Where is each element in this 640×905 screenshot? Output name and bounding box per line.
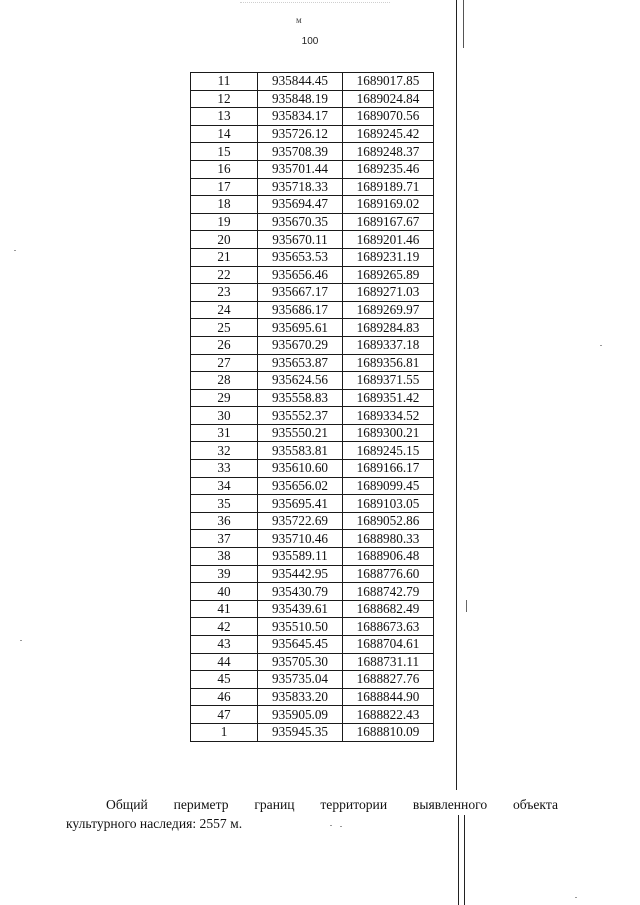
- scan-speck: [20, 640, 22, 641]
- y-coordinate-cell: 1689167.67: [343, 213, 434, 231]
- table-row: [191, 512, 434, 530]
- table-row: [191, 477, 434, 495]
- table-row: [191, 530, 434, 548]
- table-row: [191, 73, 434, 91]
- summary-line-1: [106, 795, 558, 814]
- point-number-cell: 25: [191, 319, 258, 337]
- point-number-cell: 46: [191, 688, 258, 706]
- x-coordinate-cell: 935583.81: [258, 442, 343, 460]
- table-row: [191, 248, 434, 266]
- x-coordinate-cell: 935670.35: [258, 213, 343, 231]
- y-coordinate-cell: 1689248.37: [343, 143, 434, 161]
- y-coordinate-cell: 1688822.43: [343, 706, 434, 724]
- header-mark: м: [296, 15, 302, 25]
- x-coordinate-cell: 935833.20: [258, 688, 343, 706]
- y-coordinate-cell: 1689017.85: [343, 73, 434, 91]
- y-coordinate-cell: 1689070.56: [343, 108, 434, 126]
- y-coordinate-cell: 1689245.42: [343, 125, 434, 143]
- table-row: [191, 160, 434, 178]
- table-row: [191, 460, 434, 478]
- x-coordinate-cell: 935670.29: [258, 336, 343, 354]
- table-row: [191, 178, 434, 196]
- point-number-cell: 26: [191, 336, 258, 354]
- summary-word: территории: [320, 797, 388, 812]
- table-row: [191, 706, 434, 724]
- x-coordinate-cell: 935695.61: [258, 319, 343, 337]
- x-coordinate-cell: 935705.30: [258, 653, 343, 671]
- point-number-cell: 18: [191, 196, 258, 214]
- y-coordinate-cell: 1689265.89: [343, 266, 434, 284]
- x-coordinate-cell: 935670.11: [258, 231, 343, 249]
- y-coordinate-cell: 1688844.90: [343, 688, 434, 706]
- y-coordinate-cell: 1689103.05: [343, 495, 434, 513]
- y-coordinate-cell: 1689166.17: [343, 460, 434, 478]
- point-number-cell: 27: [191, 354, 258, 372]
- point-number-cell: 31: [191, 424, 258, 442]
- x-coordinate-cell: 935834.17: [258, 108, 343, 126]
- point-number-cell: 21: [191, 248, 258, 266]
- y-coordinate-cell: 1689245.15: [343, 442, 434, 460]
- table-row: [191, 565, 434, 583]
- table-row: [191, 301, 434, 319]
- point-number-cell: 20: [191, 231, 258, 249]
- x-coordinate-cell: 935439.61: [258, 600, 343, 618]
- x-coordinate-cell: 935589.11: [258, 548, 343, 566]
- point-number-cell: 12: [191, 90, 258, 108]
- table-row: [191, 636, 434, 654]
- y-coordinate-cell: 1689189.71: [343, 178, 434, 196]
- x-coordinate-cell: 935701.44: [258, 160, 343, 178]
- y-coordinate-cell: 1689099.45: [343, 477, 434, 495]
- table-row: [191, 108, 434, 126]
- y-coordinate-cell: 1689351.42: [343, 389, 434, 407]
- x-coordinate-cell: 935645.45: [258, 636, 343, 654]
- table-row: [191, 90, 434, 108]
- y-coordinate-cell: 1688682.49: [343, 600, 434, 618]
- table-row: [191, 319, 434, 337]
- table-row: [191, 213, 434, 231]
- x-coordinate-cell: 935656.46: [258, 266, 343, 284]
- point-number-cell: 42: [191, 618, 258, 636]
- x-coordinate-cell: 935558.83: [258, 389, 343, 407]
- table-row: [191, 266, 434, 284]
- point-number-cell: 38: [191, 548, 258, 566]
- x-coordinate-cell: 935653.53: [258, 248, 343, 266]
- point-number-cell: 39: [191, 565, 258, 583]
- y-coordinate-cell: 1689271.03: [343, 284, 434, 302]
- x-coordinate-cell: 935610.60: [258, 460, 343, 478]
- table-row: [191, 618, 434, 636]
- point-number-cell: 33: [191, 460, 258, 478]
- y-coordinate-cell: 1689284.83: [343, 319, 434, 337]
- point-number-cell: 35: [191, 495, 258, 513]
- point-number-cell: 47: [191, 706, 258, 724]
- scan-edge-line: [466, 600, 467, 612]
- point-number-cell: 37: [191, 530, 258, 548]
- summary-word: выявленного: [412, 797, 488, 812]
- x-coordinate-cell: 935442.95: [258, 565, 343, 583]
- coordinates-table: [190, 72, 434, 742]
- y-coordinate-cell: 1688827.76: [343, 671, 434, 689]
- y-coordinate-cell: 1689356.81: [343, 354, 434, 372]
- summary-line-2: культурного наследия: 2557 м.: [66, 816, 243, 831]
- scan-edge-line: [463, 0, 464, 48]
- table-row: [191, 354, 434, 372]
- y-coordinate-cell: 1689334.52: [343, 407, 434, 425]
- point-number-cell: 28: [191, 372, 258, 390]
- point-number-cell: 34: [191, 477, 258, 495]
- table-row: [191, 143, 434, 161]
- y-coordinate-cell: 1688731.11: [343, 653, 434, 671]
- table-row: [191, 336, 434, 354]
- y-coordinate-cell: 1689235.46: [343, 160, 434, 178]
- y-coordinate-cell: 1689201.46: [343, 231, 434, 249]
- point-number-cell: 19: [191, 213, 258, 231]
- x-coordinate-cell: 935653.87: [258, 354, 343, 372]
- point-number-cell: 23: [191, 284, 258, 302]
- y-coordinate-cell: 1689052.86: [343, 512, 434, 530]
- point-number-cell: 43: [191, 636, 258, 654]
- x-coordinate-cell: 935710.46: [258, 530, 343, 548]
- x-coordinate-cell: 935735.04: [258, 671, 343, 689]
- y-coordinate-cell: 1688980.33: [343, 530, 434, 548]
- table-row: [191, 125, 434, 143]
- table-row: [191, 389, 434, 407]
- point-number-cell: 30: [191, 407, 258, 425]
- point-number-cell: 15: [191, 143, 258, 161]
- table-row: [191, 495, 434, 513]
- summary-word: периметр: [173, 797, 229, 812]
- point-number-cell: 44: [191, 653, 258, 671]
- x-coordinate-cell: 935718.33: [258, 178, 343, 196]
- y-coordinate-cell: 1688810.09: [343, 723, 434, 741]
- point-number-cell: 22: [191, 266, 258, 284]
- point-number-cell: 1: [191, 723, 258, 741]
- x-coordinate-cell: 935624.56: [258, 372, 343, 390]
- y-coordinate-cell: 1689269.97: [343, 301, 434, 319]
- point-number-cell: 14: [191, 125, 258, 143]
- scan-speck: [600, 345, 602, 346]
- point-number-cell: 29: [191, 389, 258, 407]
- table-row: [191, 653, 434, 671]
- table-row: [191, 424, 434, 442]
- table-row: [191, 688, 434, 706]
- x-coordinate-cell: 935686.17: [258, 301, 343, 319]
- y-coordinate-cell: 1689371.55: [343, 372, 434, 390]
- point-number-cell: 40: [191, 583, 258, 601]
- point-number-cell: 16: [191, 160, 258, 178]
- coordinates-table-body: [191, 73, 434, 742]
- x-coordinate-cell: 935667.17: [258, 284, 343, 302]
- point-number-cell: 13: [191, 108, 258, 126]
- table-row: [191, 407, 434, 425]
- table-row: [191, 231, 434, 249]
- x-coordinate-cell: 935430.79: [258, 583, 343, 601]
- x-coordinate-cell: 935726.12: [258, 125, 343, 143]
- point-number-cell: 24: [191, 301, 258, 319]
- x-coordinate-cell: 935905.09: [258, 706, 343, 724]
- table-row: [191, 600, 434, 618]
- point-number-cell: 32: [191, 442, 258, 460]
- table-row: [191, 372, 434, 390]
- x-coordinate-cell: 935694.47: [258, 196, 343, 214]
- point-number-cell: 36: [191, 512, 258, 530]
- table-row: [191, 671, 434, 689]
- x-coordinate-cell: 935844.45: [258, 73, 343, 91]
- x-coordinate-cell: 935552.37: [258, 407, 343, 425]
- x-coordinate-cell: 935695.41: [258, 495, 343, 513]
- summary-word: границ: [254, 797, 295, 812]
- y-coordinate-cell: 1688673.63: [343, 618, 434, 636]
- y-coordinate-cell: 1689231.19: [343, 248, 434, 266]
- x-coordinate-cell: 935708.39: [258, 143, 343, 161]
- x-coordinate-cell: 935550.21: [258, 424, 343, 442]
- y-coordinate-cell: 1688776.60: [343, 565, 434, 583]
- summary-word: объекта: [512, 797, 558, 812]
- x-coordinate-cell: 935848.19: [258, 90, 343, 108]
- perimeter-summary: [66, 795, 558, 833]
- scan-edge-line: [456, 0, 457, 790]
- table-row: [191, 583, 434, 601]
- y-coordinate-cell: 1689300.21: [343, 424, 434, 442]
- summary-word: Общий: [106, 797, 148, 812]
- y-coordinate-cell: 1689024.84: [343, 90, 434, 108]
- table-row: [191, 442, 434, 460]
- x-coordinate-cell: 935945.35: [258, 723, 343, 741]
- y-coordinate-cell: 1689337.18: [343, 336, 434, 354]
- x-coordinate-cell: 935510.50: [258, 618, 343, 636]
- x-coordinate-cell: 935656.02: [258, 477, 343, 495]
- y-coordinate-cell: 1688742.79: [343, 583, 434, 601]
- table-row: [191, 284, 434, 302]
- scan-speck: [575, 897, 577, 898]
- point-number-cell: 17: [191, 178, 258, 196]
- scan-speck: [14, 250, 16, 251]
- table-row: [191, 723, 434, 741]
- page-number: 100: [301, 36, 319, 47]
- table-row: [191, 548, 434, 566]
- point-number-cell: 41: [191, 600, 258, 618]
- point-number-cell: 45: [191, 671, 258, 689]
- x-coordinate-cell: 935722.69: [258, 512, 343, 530]
- y-coordinate-cell: 1688704.61: [343, 636, 434, 654]
- faded-header-text: [240, 2, 390, 9]
- y-coordinate-cell: 1688906.48: [343, 548, 434, 566]
- table-row: [191, 196, 434, 214]
- point-number-cell: 11: [191, 73, 258, 91]
- y-coordinate-cell: 1689169.02: [343, 196, 434, 214]
